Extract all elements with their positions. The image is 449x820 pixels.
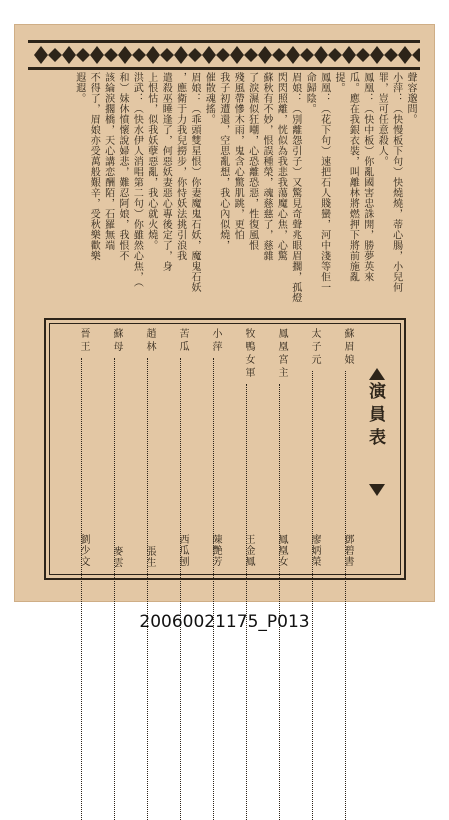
- leader-dots: [81, 358, 82, 820]
- lyrics-line: 小萍：（快慢板下句）快燒燒，蒂心腸，小兒何: [390, 72, 402, 293]
- lyrics-line: 命歸陰。: [304, 72, 316, 114]
- leader-dots: [147, 358, 148, 820]
- ornament-motif: [370, 46, 398, 64]
- cast-role: 晉王: [78, 328, 89, 354]
- lyrics-line: 眉娘：（別離怨引子）又驚見奇聲兆眼眉擱，孤燈: [289, 72, 301, 303]
- cast-role: 太子元: [309, 328, 320, 367]
- ornament-motif: [34, 46, 62, 64]
- lyrics-line: 上恨怙，似我妖孽惡亂，我心就火燒。: [145, 72, 157, 251]
- lyrics-column: [390, 72, 402, 293]
- lyrics-column: [174, 72, 186, 261]
- ornament-motif: [258, 46, 286, 64]
- lyrics-column: [145, 72, 157, 251]
- cast-actor: 王金鳳: [243, 534, 254, 567]
- lyrics-line: 我子初遭還，空思亂想，我心內似燒，: [217, 72, 229, 251]
- lyrics-column: [202, 72, 214, 125]
- ornament-motif: [314, 46, 342, 64]
- lyrics-line: 殘風帶慘木雨，鬼含心驚肌跳，更怕: [232, 72, 244, 240]
- lyrics-line: 眉娘：（乖頭雙星恨）你妻魔鬼石妖，魔鬼石妖: [189, 72, 200, 293]
- lyrics-column: [332, 72, 344, 93]
- lyrics-column: [231, 72, 243, 240]
- lyrics-line: 了淚濕似狂嘲，心恐離恐惡，性復風恨: [246, 72, 258, 251]
- cast-role: 小萍: [210, 328, 221, 354]
- ornament-motif: [202, 46, 230, 64]
- lyrics-column: [375, 72, 387, 167]
- ornament-motif: [90, 46, 118, 64]
- lyrics-line: 遣殺巫睡逢了，何惡妖妻惡心專後定了，身: [160, 72, 172, 272]
- arrow-down-icon: [369, 484, 385, 496]
- lyrics-column: [274, 72, 286, 261]
- lyrics-column: [361, 72, 373, 282]
- lyrics-line: 蘇秋有不妙，恨誤種榮，魂慈慈了，慈雜: [261, 72, 272, 261]
- cast-actor: 鄧碧書: [342, 534, 353, 567]
- cast-actor: 張生: [144, 546, 155, 568]
- lyrics-column: [404, 72, 416, 125]
- ornament-motif: [286, 46, 314, 64]
- cast-actor: 鳳凰女: [276, 534, 287, 567]
- lyrics-column: [130, 72, 142, 288]
- cast-role: 趙林: [144, 328, 155, 354]
- cast-role: 鳳凰宮主: [276, 328, 287, 380]
- lyrics-column: [289, 72, 301, 303]
- ornament-motif: [398, 46, 420, 64]
- lyrics-column: [217, 72, 229, 251]
- cast-title: 演員表: [365, 382, 385, 451]
- lyrics-line: 該綸淚擱橋，天心講恋酬陌，石羅無端: [102, 72, 114, 251]
- lyrics-column: [188, 72, 200, 293]
- lyrics-line: 和）妹休憤懷說婦悲，難忍阿娘，我恨不: [117, 72, 128, 261]
- lyrics-column: [303, 72, 315, 114]
- lyrics-column: [260, 72, 272, 261]
- ornament-motif: [342, 46, 370, 64]
- cast-actor: 廖炳榮: [309, 534, 320, 567]
- cast-role: 苦瓜: [177, 328, 188, 354]
- lyrics-column: [73, 72, 85, 104]
- ornament-motif: [62, 46, 90, 64]
- lyrics-line: 瓜。應在我銀衣裝，叫離林將燃押下將前施亂: [347, 72, 359, 282]
- lyrics-line: ，應衛于力我兒撈步，你恃妖法挑引浪我: [174, 72, 186, 261]
- ornament-motif: [230, 46, 258, 64]
- leader-dots: [114, 358, 115, 820]
- leader-dots: [246, 384, 247, 820]
- lyrics-column: [116, 72, 128, 261]
- cast-actor: 西瓜刨: [177, 534, 188, 567]
- lyrics-line: 催散魂搖。: [203, 72, 215, 125]
- cast-role: 牧鴨女軍: [243, 328, 254, 380]
- lyrics-column: [159, 72, 171, 272]
- leader-dots: [312, 371, 313, 820]
- image-caption: 20060021175_P013: [139, 612, 310, 632]
- lyrics-column: [318, 72, 330, 293]
- cast-role: 蘇母: [111, 328, 122, 354]
- lyrics-line: 不得了，眉娘亦受萬般艱辛，受秋樂歡樂: [88, 72, 100, 261]
- lyrics-line: 鳳凰：（快中板）你亂國害忠誅開，勝夢英來: [361, 72, 373, 282]
- leader-dots: [279, 384, 280, 820]
- lyrics-line: 鳳凰：（花下句）速把石人賤蠻，河中淺等佢一: [318, 72, 330, 293]
- ornament-motif: [174, 46, 202, 64]
- lyrics-column: [246, 72, 258, 251]
- cast-actor: 麥雲: [111, 546, 122, 568]
- leader-dots: [180, 358, 181, 820]
- lyrics-line: 遐遐。: [73, 72, 85, 104]
- lyrics-column: [87, 72, 99, 261]
- lyrics-line: 聲容邈問。: [405, 72, 416, 125]
- lyrics-column: [102, 72, 114, 251]
- leader-dots: [213, 358, 214, 820]
- ornament-motif: [146, 46, 174, 64]
- lyrics-line: 提。: [333, 72, 344, 93]
- cast-role: 蘇眉娘: [342, 328, 353, 367]
- arrow-up-icon: [369, 368, 385, 380]
- cast-actor: 陳艷芳: [210, 534, 221, 567]
- lyrics-line: 洪武：（快水伊人消唱第二句）你雖然心焦，（: [131, 72, 143, 288]
- lyrics-column: [346, 72, 358, 282]
- lyrics-line: 罪，豈可任意殺人。: [376, 72, 388, 167]
- decorative-ornament-border: [28, 38, 420, 72]
- lyrics-line: 閃閃照離，恍似為我悲我蕩魔心焦，心驚: [275, 72, 287, 261]
- ornament-motif: [118, 46, 146, 64]
- cast-actor: 劉少文: [78, 534, 89, 567]
- leader-dots: [345, 371, 346, 820]
